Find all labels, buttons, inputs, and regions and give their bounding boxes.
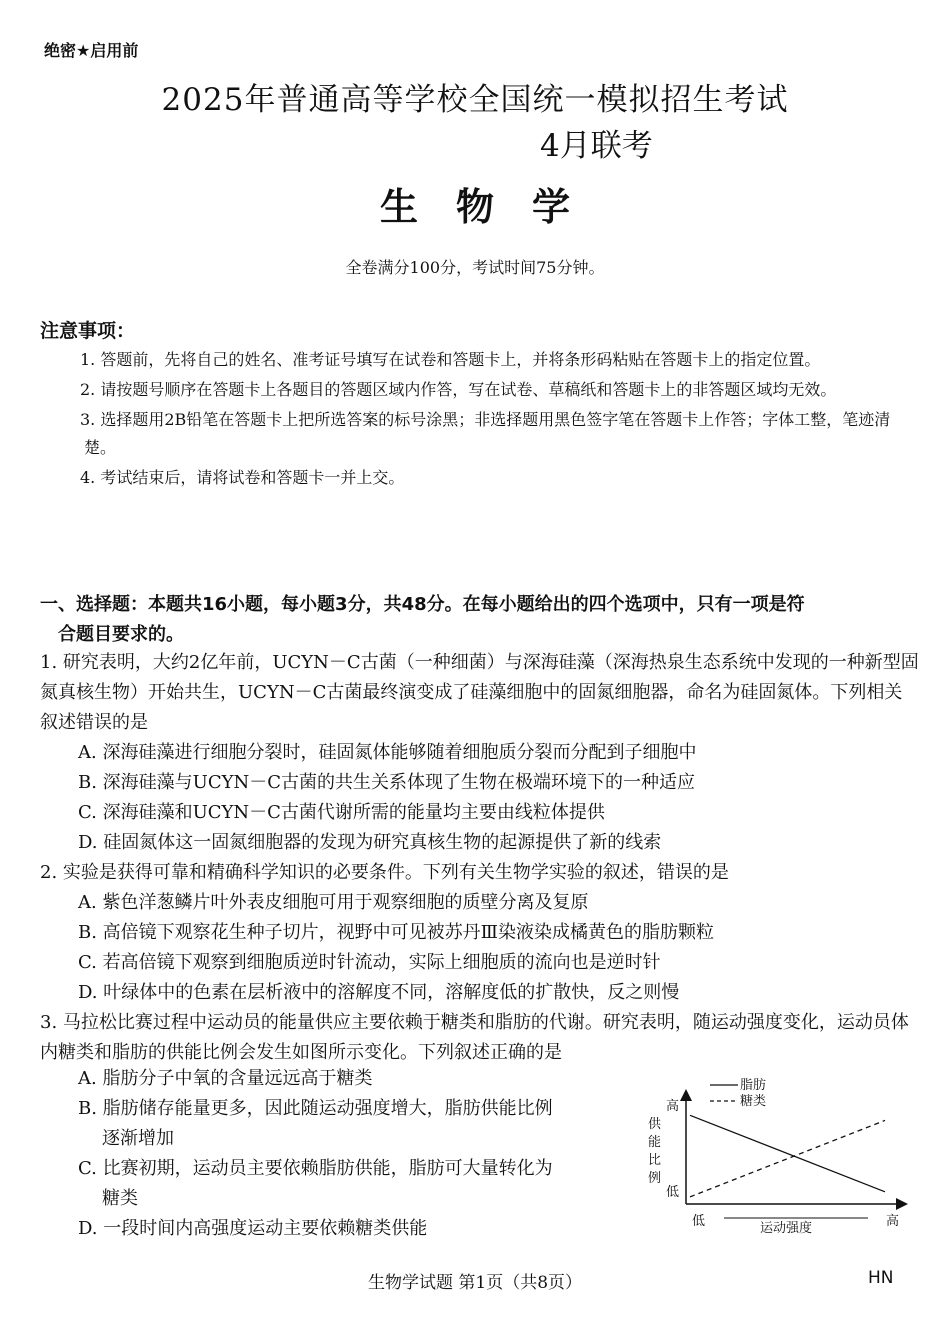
notice-item: 2. 请按题号顺序在答题卡上各题目的答题区域内作答，写在试卷、草稿纸和答题卡上的非答题区域均无效。 [80,380,837,399]
question-2-option-b: B. 高倍镜下观察花生种子切片，视野中可见被苏丹Ⅲ染液染成橘黄色的脂肪颗粒 [78,922,715,943]
exam-info: 全卷满分100分，考试时间75分钟。 [345,258,605,277]
series-line-fat [690,1115,885,1192]
legend-label-sugar: 糖类 [740,1094,767,1109]
question-2-option-a: A. 紫色洋葱鳞片叶外表皮细胞可用于观察细胞的质壁分离及复原 [78,892,589,913]
y-axis-title-char: 例 [648,1171,662,1186]
question-3-option-d: D. 一段时间内高强度运动主要依赖糖类供能 [78,1218,428,1239]
question-3-stem: 3. 马拉松比赛过程中运动员的能量供应主要依赖于糖类和脂肪的代谢。研究表明，随运动强度变化，运动员体内糖类和脂肪的供能比例会发生如图所示变化。下列叙述正确的是 [40,1012,909,1063]
question-2-stem: 2. 实验是获得可靠和精确科学知识的必要条件。下列有关生物学实验的叙述，错误的是 [40,862,729,883]
exam-subtitle: 4月联考 [540,128,653,164]
question-3-option-b-cont: 逐渐增加 [102,1128,174,1149]
question-3-option-a: A. 脂肪分子中氧的含量远远高于糖类 [78,1068,373,1089]
section-heading [40,590,920,650]
energy-ratio-chart [640,1070,920,1250]
y-axis-title-char: 比 [648,1153,662,1168]
question-1-option-c: C. 深海硅藻和UCYN－C古菌代谢所需的能量均主要由线粒体提供 [78,802,605,823]
confidential-mark: 绝密★启用前 [44,41,139,60]
y-high-label: 高 [666,1099,680,1114]
exam-title: 2025年普通高等学校全国统一模拟招生考试 [161,82,789,118]
notice-title: 注意事项： [40,320,136,342]
question-list [40,648,920,1068]
y-low-label: 低 [666,1185,680,1200]
legend-label-fat: 脂肪 [740,1078,767,1093]
question-3-option-c-cont: 糖类 [102,1188,138,1209]
question-3-options [40,1064,640,1244]
question-1-option-d: D. 硅固氮体这一固氮细胞器的发现为研究真核生物的起源提供了新的线索 [78,832,662,853]
y-axis-title-char: 供 [648,1117,662,1132]
question-3-option-c: C. 比赛初期，运动员主要依赖脂肪供能，脂肪可大量转化为 [78,1158,553,1179]
question-3-option-b: B. 脂肪储存能量更多，因此随运动强度增大，脂肪供能比例 [78,1098,553,1119]
y-axis-title-char: 能 [648,1135,662,1150]
question-1-option-a: A. 深海硅藻进行细胞分裂时，硅固氮体能够随着细胞质分裂而分配到子细胞中 [78,742,697,763]
notice-list [80,346,914,494]
notice-item: 3. 选择题用2B铅笔在答题卡上把所选答案的标号涂黑；非选择题用黑色签字笔在答题卡上作答；字体工整，笔迹清楚。 [80,410,891,457]
x-axis-title: 运动强度 [760,1221,813,1236]
question-1-stem: 1. 研究表明，大约2亿年前，UCYN－C古菌（一种细菌）与深海硅藻（深海热泉生态系统中发现的一种新型固氮真核生物）开始共生，UCYN－C古菌最终演变成了硅藻细胞中的固氮细胞器，命名为硅固氮体。下列相关叙述错误的是 [40,652,919,733]
x-high-label: 高 [886,1214,900,1229]
section-heading-line2: 合题目要求的。 [58,624,184,645]
page-footer: 生物学试题 第1页（共8页） [367,1273,583,1293]
notice-item: 4. 考试结束后，请将试卷和答题卡一并上交。 [80,468,405,487]
region-code: HN [868,1268,894,1288]
x-low-label: 低 [692,1214,706,1229]
subject-title: 生物学 [379,185,608,229]
notice-item: 1. 答题前，先将自己的姓名、准考证号填写在试卷和答题卡上，并将条形码粘贴在答题卡上的指定位置。 [80,350,821,369]
question-2-option-d: D. 叶绿体中的色素在层析液中的溶解度不同，溶解度低的扩散快，反之则慢 [78,982,680,1003]
section-heading-line1: 一、选择题：本题共16小题，每小题3分，共48分。在每小题给出的四个选项中，只有一项是符 [40,594,805,615]
question-1-option-b: B. 深海硅藻与UCYN－C古菌的共生关系体现了生物在极端环境下的一种适应 [78,772,696,793]
series-line-sugar [690,1120,885,1197]
question-2-option-c: C. 若高倍镜下观察到细胞质逆时针流动，实际上细胞质的流向也是逆时针 [78,952,661,973]
y-axis-title [648,1117,662,1186]
